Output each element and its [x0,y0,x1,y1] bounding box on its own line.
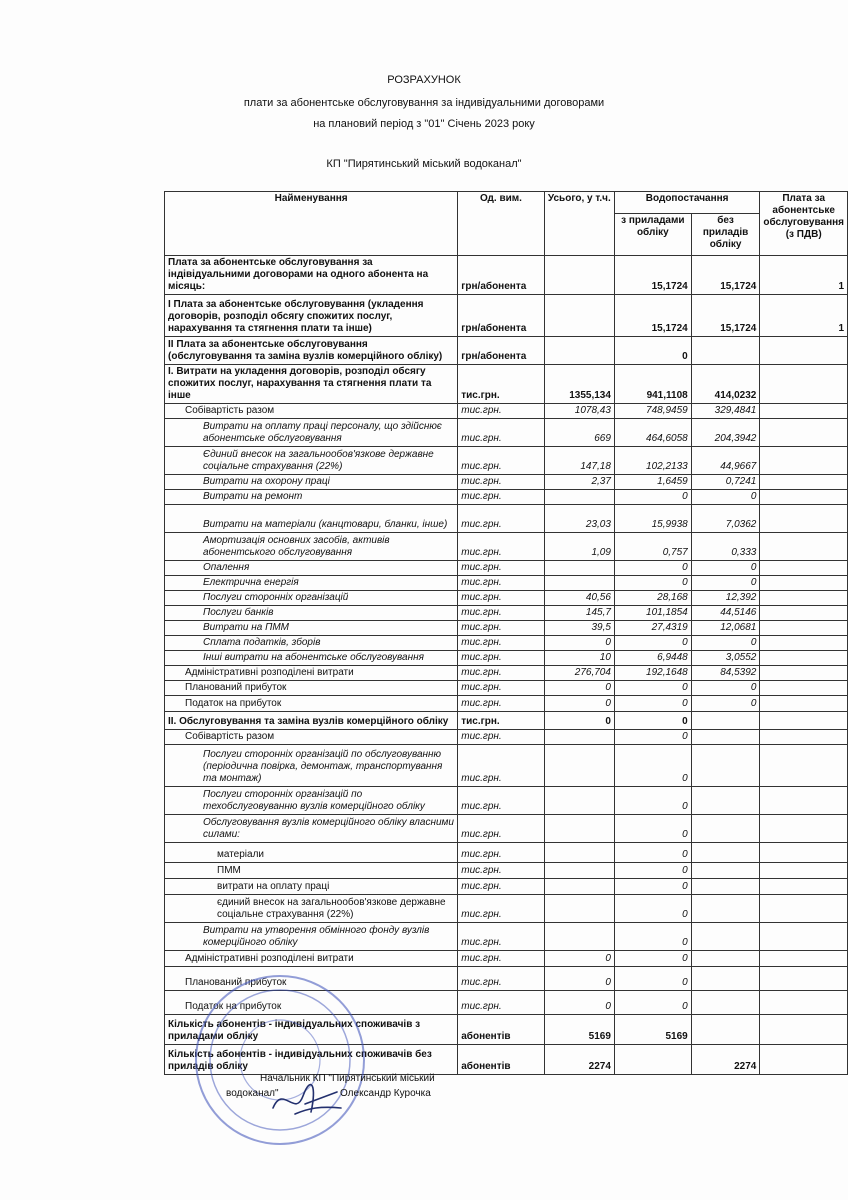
table-row [165,621,848,636]
row-unit: тис.грн. [458,490,544,505]
row-name: Витрати на ремонт [165,490,458,505]
row-fee [760,730,848,745]
row-unit: абонентів [458,1045,544,1075]
row-fee [760,681,848,696]
row-unit: тис.грн. [458,787,544,815]
row-with-meter: 0 [614,787,691,815]
row-total [544,843,614,863]
row-fee [760,879,848,895]
row-name: ПММ [165,863,458,879]
signer-position: Начальник КП "Пирятинський міський [260,1073,435,1084]
row-fee [760,696,848,712]
row-name: Витрати на охорону праці [165,475,458,490]
row-with-meter: 0 [614,815,691,843]
row-name: II. Обслуговування та заміна вузлів комерційного обліку [165,712,458,730]
row-fee [760,651,848,666]
table-row [165,490,848,505]
row-total: 276,704 [544,666,614,681]
table-row [165,696,848,712]
row-total [544,879,614,895]
row-fee [760,712,848,730]
table-row [165,606,848,621]
row-unit: тис.грн. [458,533,544,561]
row-with-meter: 0 [614,923,691,951]
row-unit: тис.грн. [458,591,544,606]
row-fee [760,1015,848,1045]
row-name: Адміністративні розподілені витрати [165,666,458,681]
table-row [165,745,848,787]
row-total [544,561,614,576]
row-with-meter: 0 [614,712,691,730]
row-name: Амортизація основних засобів, активів абонентського обслуговування [165,533,458,561]
row-unit: тис.грн. [458,505,544,533]
row-with-meter: 0 [614,636,691,651]
row-name: Обслуговування вузлів комерційного обліку власними силами: [165,815,458,843]
row-name: I. Витрати на укладення договорів, розподіл обсягу спожитих послуг, нарахування та стягнення плати та інше [165,365,458,404]
table-row [165,843,848,863]
row-total: 40,56 [544,591,614,606]
row-unit: грн/абонента [458,295,544,337]
row-name: Податок на прибуток [165,991,458,1015]
row-with-meter: 0 [614,991,691,1015]
row-without-meter [691,1015,760,1045]
row-without-meter [691,843,760,863]
row-without-meter [691,923,760,951]
row-fee [760,787,848,815]
row-fee [760,951,848,967]
table-row [165,337,848,365]
row-unit: тис.грн. [458,923,544,951]
row-fee [760,419,848,447]
row-with-meter: 0 [614,863,691,879]
row-without-meter: 15,1724 [691,295,760,337]
row-fee [760,576,848,591]
row-with-meter: 0 [614,681,691,696]
row-total: 0 [544,696,614,712]
row-without-meter: 414,0232 [691,365,760,404]
row-name: Витрати на оплату праці персоналу, що здійснює абонентське обслуговування [165,419,458,447]
table-row [165,712,848,730]
row-without-meter [691,745,760,787]
row-without-meter: 0 [691,561,760,576]
row-without-meter: 12,0681 [691,621,760,636]
row-unit: тис.грн. [458,745,544,787]
row-without-meter: 204,3942 [691,419,760,447]
row-with-meter: 0,757 [614,533,691,561]
row-unit: тис.грн. [458,475,544,490]
row-without-meter: 7,0362 [691,505,760,533]
row-without-meter: 44,9667 [691,447,760,475]
row-unit: тис.грн. [458,991,544,1015]
row-unit: тис.грн. [458,576,544,591]
header-unit: Од. вим. [458,192,544,256]
row-unit: тис.грн. [458,561,544,576]
row-without-meter: 0 [691,681,760,696]
row-name: витрати на оплату праці [165,879,458,895]
row-without-meter: 0 [691,490,760,505]
row-name: Кількість абонентів - індивідуальних споживачів без приладів обліку [165,1045,458,1075]
table-row [165,295,848,337]
row-unit: тис.грн. [458,696,544,712]
table-row [165,923,848,951]
row-without-meter: 3,0552 [691,651,760,666]
row-with-meter: 15,1724 [614,256,691,295]
row-with-meter: 101,1854 [614,606,691,621]
header-name: Найменування [165,192,458,256]
row-total [544,337,614,365]
table-row [165,815,848,843]
handwritten-signature [265,1078,345,1124]
row-unit: тис.грн. [458,863,544,879]
row-with-meter: 15,9938 [614,505,691,533]
row-name: II Плата за абонентське обслуговування (обслуговування та заміна вузлів комерційного обліку) [165,337,458,365]
table-row [165,730,848,745]
row-unit: тис.грн. [458,967,544,991]
row-name: Послуги сторонніх організацій [165,591,458,606]
row-fee [760,895,848,923]
header-total: Усього, у т.ч. [544,192,614,256]
row-without-meter [691,895,760,923]
row-unit: тис.грн. [458,621,544,636]
row-fee [760,404,848,419]
row-with-meter: 0 [614,879,691,895]
row-unit: грн/абонента [458,256,544,295]
row-total: 0 [544,712,614,730]
row-name: єдиний внесок на загальнообов'язкове державне соціальне страхування (22%) [165,895,458,923]
row-unit: тис.грн. [458,606,544,621]
row-without-meter [691,879,760,895]
row-total: 0 [544,681,614,696]
row-total: 2274 [544,1045,614,1075]
table-row [165,895,848,923]
row-with-meter: 0 [614,730,691,745]
row-fee [760,666,848,681]
row-with-meter: 6,9448 [614,651,691,666]
row-with-meter: 748,9459 [614,404,691,419]
row-fee [760,1045,848,1075]
row-name: Податок на прибуток [165,696,458,712]
row-fee [760,815,848,843]
row-unit: тис.грн. [458,666,544,681]
row-name: Планований прибуток [165,681,458,696]
row-name: Сплата податків, зборів [165,636,458,651]
row-fee [760,843,848,863]
row-with-meter: 192,1648 [614,666,691,681]
table-row [165,636,848,651]
row-fee [760,636,848,651]
row-unit: тис.грн. [458,404,544,419]
row-without-meter [691,863,760,879]
signer-position-cont: водоканал" [226,1088,279,1099]
document-title: РОЗРАХУНОК [387,74,461,86]
row-with-meter: 15,1724 [614,295,691,337]
row-without-meter [691,787,760,815]
row-fee [760,475,848,490]
row-fee: 1 [760,295,848,337]
row-without-meter: 0,7241 [691,475,760,490]
row-fee [760,490,848,505]
row-fee [760,991,848,1015]
signer-name: Олександр Курочка [340,1088,431,1099]
table-row [165,256,848,295]
row-fee [760,967,848,991]
row-total: 0 [544,967,614,991]
table-row [165,651,848,666]
organization-name: КП "Пирятинський міський водоканал" [326,158,522,170]
row-with-meter: 102,2133 [614,447,691,475]
calculation-table [164,191,848,1075]
row-total [544,730,614,745]
row-with-meter: 0 [614,490,691,505]
table-body [165,256,848,1075]
row-total [544,745,614,787]
row-unit: тис.грн. [458,681,544,696]
row-unit: тис.грн. [458,447,544,475]
row-name: Кількість абонентів - індивідуальних споживачів з приладами обліку [165,1015,458,1045]
row-without-meter: 2274 [691,1045,760,1075]
row-without-meter: 0 [691,636,760,651]
row-total: 0 [544,991,614,1015]
row-name: Планований прибуток [165,967,458,991]
row-without-meter [691,730,760,745]
row-unit: тис.грн. [458,636,544,651]
table-row [165,576,848,591]
row-without-meter: 15,1724 [691,256,760,295]
row-name: I Плата за абонентське обслуговування (укладення договорів, розподіл обсягу спожитих послуг, нарахування та стягнення плати та інше) [165,295,458,337]
row-with-meter: 0 [614,967,691,991]
table-row [165,404,848,419]
row-fee [760,621,848,636]
row-fee [760,561,848,576]
row-total: 0 [544,636,614,651]
row-unit: тис.грн. [458,730,544,745]
table-row [165,787,848,815]
row-total: 145,7 [544,606,614,621]
table-row [165,879,848,895]
row-name: Опалення [165,561,458,576]
row-with-meter: 464,6058 [614,419,691,447]
row-without-meter: 329,4841 [691,404,760,419]
row-with-meter [614,1045,691,1075]
row-name: Послуги сторонніх організацій по техобслуговуванню вузлів комерційного обліку [165,787,458,815]
row-without-meter: 0 [691,576,760,591]
row-total [544,256,614,295]
row-unit: абонентів [458,1015,544,1045]
row-name: Адміністративні розподілені витрати [165,951,458,967]
row-name: Інші витрати на абонентське обслуговування [165,651,458,666]
row-total [544,787,614,815]
row-total [544,815,614,843]
row-without-meter [691,991,760,1015]
row-name: Електрична енергія [165,576,458,591]
row-with-meter: 27,4319 [614,621,691,636]
row-with-meter: 1,6459 [614,475,691,490]
document-subtitle: плати за абонентське обслуговування за індивідуальними договорами [243,97,605,109]
table-row [165,505,848,533]
row-name: Собівартість разом [165,730,458,745]
row-without-meter [691,815,760,843]
row-name: Собівартість разом [165,404,458,419]
row-unit: тис.грн. [458,712,544,730]
row-with-meter: 941,1108 [614,365,691,404]
row-total: 10 [544,651,614,666]
row-unit: тис.грн. [458,419,544,447]
table-row [165,475,848,490]
row-fee [760,745,848,787]
header-with-meter: з приладами обліку [614,214,691,256]
row-fee [760,606,848,621]
row-unit: тис.грн. [458,951,544,967]
table-row [165,863,848,879]
row-name: Послуги сторонніх організацій по обслуговуванню (періодична повірка, демонтаж, транспортування та монтаж) [165,745,458,787]
table-row [165,365,848,404]
row-fee [760,447,848,475]
table-row [165,951,848,967]
row-with-meter: 0 [614,843,691,863]
row-with-meter: 5169 [614,1015,691,1045]
document-period: на плановий період з "01" Січень 2023 року [313,118,535,130]
table-row [165,666,848,681]
row-without-meter [691,712,760,730]
row-with-meter: 0 [614,745,691,787]
row-with-meter: 0 [614,576,691,591]
table-row [165,591,848,606]
row-with-meter: 0 [614,895,691,923]
row-name: Послуги банків [165,606,458,621]
row-fee: 1 [760,256,848,295]
row-total [544,295,614,337]
row-unit: тис.грн. [458,365,544,404]
row-without-meter: 0 [691,696,760,712]
row-name: Витрати на утворення обмінного фонду вузлів комерційного обліку [165,923,458,951]
row-unit: грн/абонента [458,337,544,365]
row-name: матеріали [165,843,458,863]
header-water: Водопостачання [614,192,759,214]
row-total [544,863,614,879]
row-without-meter: 44,5146 [691,606,760,621]
row-with-meter: 0 [614,561,691,576]
row-without-meter [691,337,760,365]
row-total: 1,09 [544,533,614,561]
row-total: 2,37 [544,475,614,490]
table-row [165,681,848,696]
row-name: Плата за абонентське обслуговування за індівідуальними договорами на одного абонента на місяць: [165,256,458,295]
row-without-meter: 12,392 [691,591,760,606]
row-total [544,923,614,951]
row-fee [760,505,848,533]
row-total [544,490,614,505]
row-total: 23,03 [544,505,614,533]
header-fee: Плата за абонентське обслуговування (з ПДВ) [760,192,848,256]
table-row [165,533,848,561]
row-without-meter [691,951,760,967]
row-total: 39,5 [544,621,614,636]
table-row [165,419,848,447]
row-fee [760,923,848,951]
row-total: 0 [544,951,614,967]
row-fee [760,533,848,561]
row-with-meter: 0 [614,696,691,712]
row-with-meter: 0 [614,337,691,365]
row-total: 5169 [544,1015,614,1045]
row-total: 1078,43 [544,404,614,419]
row-name: Витрати на матеріали (канцтовари, бланки, інше) [165,505,458,533]
row-total: 1355,134 [544,365,614,404]
row-name: Витрати на ПММ [165,621,458,636]
row-unit: тис.грн. [458,651,544,666]
row-without-meter: 0,333 [691,533,760,561]
header-without-meter: без приладів обліку [691,214,760,256]
row-with-meter: 28,168 [614,591,691,606]
row-unit: тис.грн. [458,843,544,863]
table-row [165,561,848,576]
row-unit: тис.грн. [458,879,544,895]
row-unit: тис.грн. [458,815,544,843]
row-without-meter: 84,5392 [691,666,760,681]
row-unit: тис.грн. [458,895,544,923]
row-fee [760,863,848,879]
row-fee [760,591,848,606]
row-total: 147,18 [544,447,614,475]
row-total: 669 [544,419,614,447]
row-name: Єдиний внесок на загальнообов'язкове державне соціальне страхування (22%) [165,447,458,475]
row-total [544,576,614,591]
row-fee [760,337,848,365]
row-fee [760,365,848,404]
table-row [165,447,848,475]
row-with-meter: 0 [614,951,691,967]
row-total [544,895,614,923]
row-without-meter [691,967,760,991]
